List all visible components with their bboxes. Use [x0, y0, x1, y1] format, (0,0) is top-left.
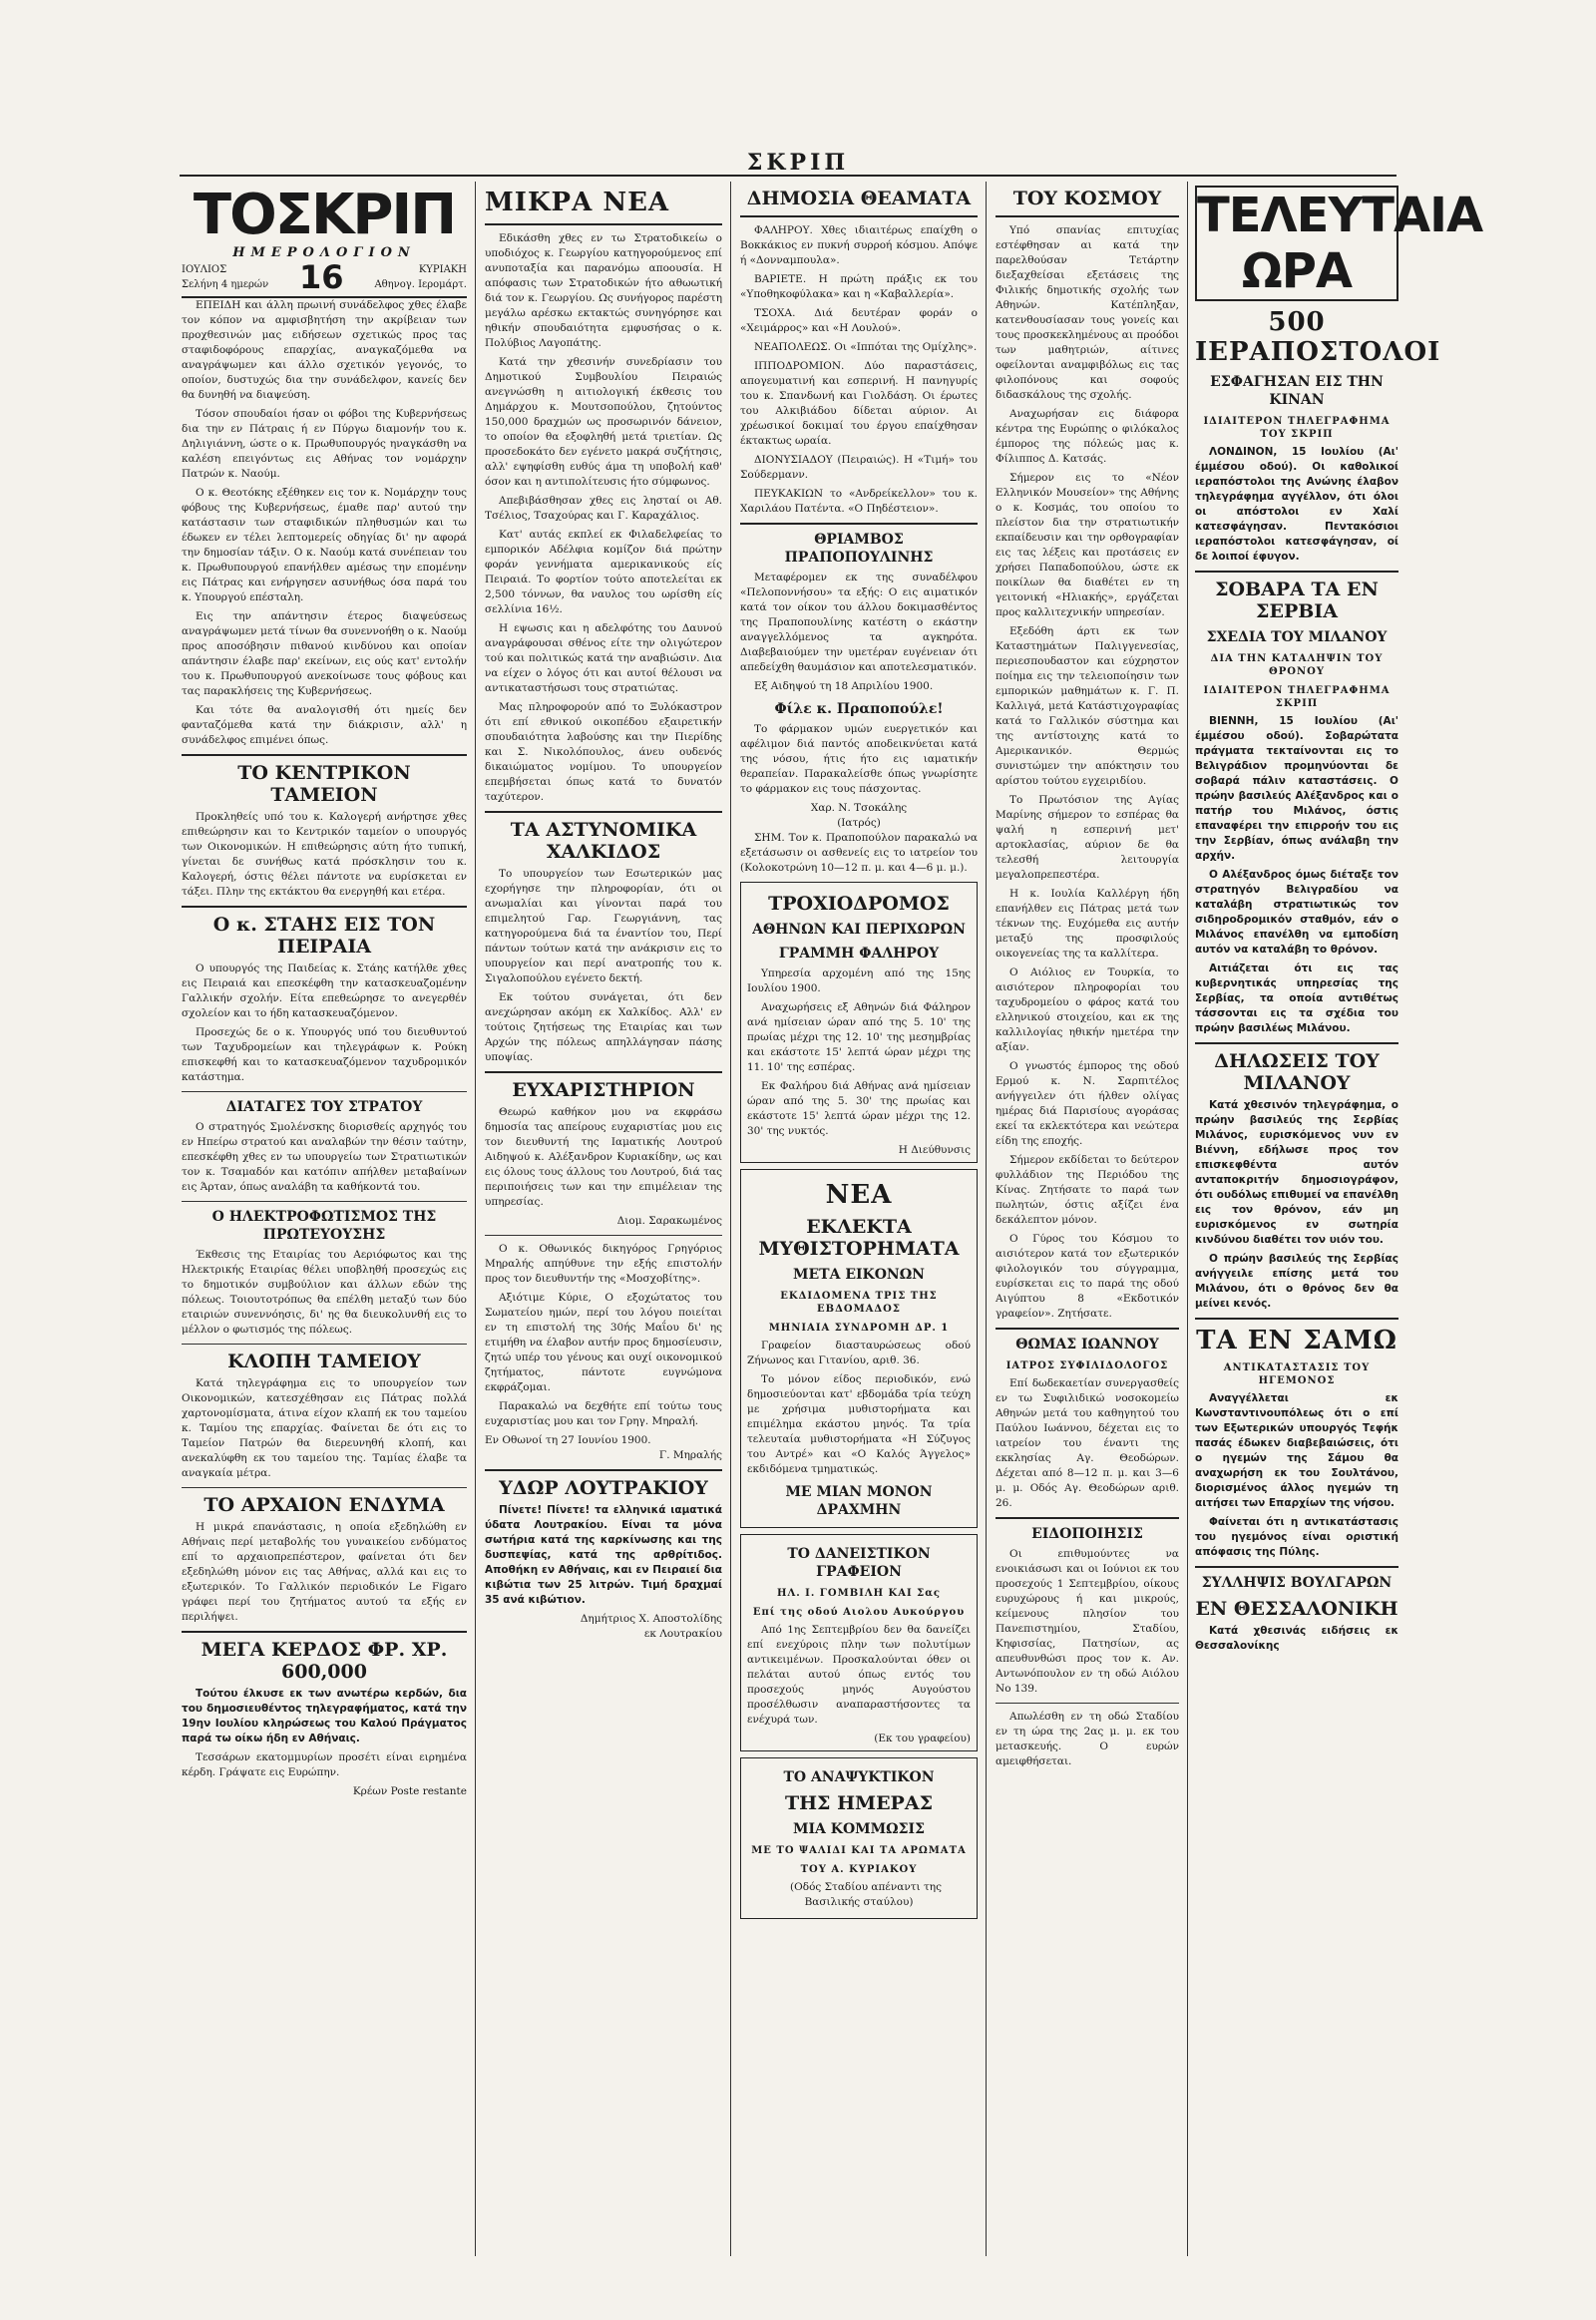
subhead-telegram: ΙΔΙΑΙΤΕΡΟΝ ΤΗΛΕΓΡΑΦΗΜΑ ΤΟΥ ΣΚΡΙΠ	[1203, 416, 1391, 440]
article-paragraph: Οι επιθυμούντες να ενοικιάσωσι και οι Ιούνιοι εκ του προσεχούς 1 Σεπτεμβρίου, οίκους ευρυχώρους ή και μικρούς, κείμενους πλησίον του Πανεπιστημίου, Σταδίου, Κηφισσίας, Πατησίων, ας απευθυνθώσι προς τον κ. Αν. Αντωνόπουλον εν τη οδώ Αιόλου Νο 139.	[996, 1548, 1179, 1695]
article-paragraph: Υπηρεσία αρχομένη από της 15ης Ιουλίου 1900.	[747, 967, 971, 994]
article-paragraph: Αναχωρήσεις εξ Αθηνών διά Φάληρον ανά ημίσειαν ώραν από της 5. 10' της πρωίας μέχρι της 12. 10' της μεσημβρίας και εκάστοτε 15' λεπτά ώραν μέχρι της 11. 10' της εσπέρας.	[747, 1001, 971, 1073]
article-paragraph: Εδικάσθη χθες εν τω Στρατοδικείω ο υποδιόχος κ. Γεωργίου κατηγορούμενος επί ανυποταξία και παρανόμω αποουσία. Η απόφασις των Στρατοδικών ήτο αθωωτική διά τον κ. Γεωργίου. Ως συνήγορος παρέστη μεγάλω αρέσκω εκτακτώς συνηγόρησε και ηθικήν σπουδαιότητα εμφυσήσας ο κ. Πολύβιος Λαγοπάτης.	[485, 232, 722, 349]
divider	[485, 1071, 722, 1073]
article-paragraph: Εκ Φαλήρου διά Αθήνας ανά ημίσειαν ώραν από της 5. 30' της πρωίας και εκάστοτε 15' λεπτά ώραν μέχρι της 12. 30' της νυκτός.	[747, 1080, 971, 1137]
article-paragraph: Εξεδόθη άρτι εκ των Καταστημάτων Παλιγγενεσίας, περιεσπουδαστον και εύχρηστον ποίημα εις την τελειοποίησιν των εμπορικών μαθημάτων κ. Γ. Π. Καλλιγά, μετά Κατάστιχογραφίας κατά το Γαλλικόν σύστημα και της αντίστοιχης κατά το Αμερικανικόν. Θερμώς συνιστώμεν την απόκτησιν του αρίστου τούτου εγχειριδίου.	[996, 625, 1179, 787]
article-paragraph: Σήμερον εκδίδεται το δεύτερον φυλλάδιον της Περιόδου της Κίνας. Ζητήσατε το παρά των πωλητών, όστις αξίζει ένα δεκάλεπτον μόνον.	[996, 1154, 1179, 1226]
headline-samos: ΤΑ ΕΝ ΣΑΜΩ	[1196, 1326, 1397, 1355]
article-paragraph: Αιτιάζεται ότι εις τας κυβερνητικάς υπηρεσίας της Σερβίας, τα οποία αντιθέτως τάσσονται εις τα σχέδια του πρώην βασιλέως Μιλάνου.	[1195, 963, 1398, 1034]
article-paragraph: ΒΑΡΙΕΤΕ. Η πρώτη πράξις εκ του «Υποθηκοφύλακα» και η «Καβαλλερία».	[740, 273, 978, 300]
article-paragraph: Εις την απάντησιν έτερος διαψεύσεως αναγράψωμεν μετά τίνων θα συνεννοήθη ο κ. Ναούμ προς αποσόβησιν πιθανού κινδύνου και οποίαν απάντησιν έλαβε παρ' εκείνων, εις ούς κατ' εντολήν του κ. Πρωθυπουργού ανεκοίνωσε τους φόβους και τας παρακλήσεις της Κυβερνήσεως.	[182, 610, 467, 697]
date-month: ΙΟΥΛΙΟΣ	[182, 264, 227, 275]
date-saint: Αθηνογ. Ιερομάρτ.	[374, 279, 467, 290]
divider	[485, 223, 722, 225]
signature: Διομ. Σαρακωμένος	[616, 1215, 722, 1227]
headline-small-news: ΜΙΚΡΑ ΝΕΑ	[485, 188, 670, 217]
subhead-loan-address: Επί της οδού Αιολου Αυκούργου	[752, 1607, 966, 1618]
article-paragraph: Η κ. Ιουλία Καλλέργη ήδη επανήλθεν εις Πάτρας μετά των τέκνων της. Ευχόμεθα εις αυτήν μεταξύ της προσφιλούς οικογενείας της τα καλλίτερα.	[996, 888, 1179, 960]
article-paragraph: Επί δωδεκαετίαν συνεργασθείς εν τω Συφιλιδικώ νοσοκομείω Αθηνών μετά του καθηγητού του Παύλου Ιωάννου, δέχεται εις το ιατρείον του έναντι της εκκλησίας Αγ. Θεοδώρων. Δέχεται από 8—12 π. μ. και 3—6 μ. μ. Οδός Αγ. Θεοδώρων αριθ. 26.	[996, 1377, 1179, 1509]
newspaper-logo: ΤΟΣΚΡΙΠ	[193, 183, 456, 247]
signature-place: εκ Λουτρακίου	[643, 1628, 722, 1640]
article-paragraph: Πίνετε! Πίνετε! τα ελληνικά ιαματικά ύδατα Λουτρακίου. Είναι τα μόνα σωτήρια κατά της καρκίνωσης και της δυσπεψίας, κατά της αρθρίτιδος. Αποθήκη εν Αθήναις, και εν Πειραιεί δια κιβώτια των 25 λιτρών. Τιμή δραχμαί 35 ανά κιβώτιον.	[485, 1504, 722, 1606]
divider	[996, 215, 1179, 217]
article-paragraph: Γραφείον διασταυρώσεως οδού Ζήνωνος και Γιτανίου, αριθ. 36.	[747, 1340, 971, 1366]
article-paragraph: Ο στρατηγός Σμολένσκης διορισθείς αρχηγός του εν Ηπείρω στρατού και αναλαβών την θέσιν ταύτην, επεσκέφθη χθες εν τω υπουργείω των Στρατιωτικών τον κ. Τσαμαδόν και κατόπιν απήλθεν μεταβαίνων εις Άρταν, όπως αναλάβη τα καθήκοντά του.	[182, 1121, 467, 1193]
divider	[182, 754, 467, 756]
signature: Γ. Μηραλής	[658, 1449, 722, 1461]
subhead-novels: ΜΕΤΑ ΕΙΚΟΝΩΝ	[793, 1267, 925, 1283]
headline-friend: Φίλε κ. Πραποπούλε!	[774, 701, 944, 717]
article-paragraph: Υπό σπανίας επιτυχίας εστέφθησαν αι κατά την παρελθούσαν Τετάρτην διεξαχθείσαι εξετάσεις της Φιλικής δημοτικής σχολής των Αθηνών. Κατέπληξαν, κατενθουσίασαν τους γονείς και τους προσκεκλημένους αι προόδοι των μαθητριών, αίτινες οφείλονται αναμφιβόλως εις τας φιλοπόνους και σοφούς διδασκάλους της σχολής.	[996, 224, 1179, 401]
headline-dress: ΤΟ ΑΡΧΑΙΟΝ ΕΝΔΥΜΑ	[203, 1494, 445, 1516]
divider	[1195, 1566, 1398, 1568]
article-paragraph: Μεταφέρομεν εκ της συναδέλφου «Πελοποννήσου» τα εξής: Ο εις αιματικόν κατά τον οίκον του άλλου δοκιμασθέντος της Πραποπουλίνης κατέστη ο εκάστην αναγγελλόμενος τα αγκηρότα. Διαβεβαιούμεν την υμετέραν ευγένειαν ότι απεδείχθη θαυμάσιον και αποτελεσματικόν.	[740, 572, 978, 673]
article-paragraph: Ο Αλέξανδρος όμως διέταξε τον στρατηγόν Βελιγραδίου να καταλάβη στρατιωτικώς τον σιδηροδρομικόν σταθμόν, εάν ο Μιλάνος επανέλθη να εμποδίση αυτόν να καταλάβη το θρόνον.	[1195, 869, 1398, 956]
article-paragraph: Η μικρά επανάστασις, η οποία εξεδηλώθη εν Αθήναις περί μεταβολής του γυναικείου ενδύματος επί το αρχαιοπρεπέστερον, φαίνεται ότι δεν εξεδηλώθη μόνον εις τας Αθήνας, αλλά και εις το εξωτερικόν. Το Γαλλικόν περιοδικόν Le Figaro γράφει περί του ζητήματος αυτού τα εξής εν περιλήψει.	[182, 1521, 467, 1623]
article-paragraph: Το μόνον είδος περιοδικόν, ενώ δημοσιεύονται κατ' εβδομάδα τρία τεύχη με χρήσιμα μυθιστορήματα και επιμέλημα εκάστου μηνός. Τα τρία τελευταία μυθιστορήματα «Η Σύζυγος του Αντρέ» και «Ο Καλός Άγγελος» εκδιδόμενα τμηματικώς.	[747, 1373, 971, 1475]
divider	[996, 1328, 1179, 1330]
refreshment-ad	[740, 1757, 978, 1919]
article-paragraph: Το Πρωτόσιον της Αγίας Μαρίνης σήμερον το εσπέρας θα ψαλή η εσπερινή μετ' αρτοκλασίας, αύριον δε θα τελεσθή λειτουργία μεγαλοπρεπεστέρα.	[996, 794, 1179, 881]
divider	[996, 1703, 1179, 1704]
headline-doctor: ΘΩΜΑΣ ΙΩΑΝΝΟΥ	[1015, 1337, 1159, 1353]
subhead-missionaries: ΕΣΦΑΓΗΣΑΝ ΕΙΣ ΤΗΝ ΚΙΝΑΝ	[1210, 374, 1384, 408]
date-moon: Σελήνη 4 ημερών	[182, 279, 269, 290]
article-paragraph: Απωλέσθη εν τη οδώ Σταδίου εν τη ώρα της 2ας μ. μ. εκ του μετασκευής. Ο ευρών αμειφθήσεται.	[996, 1711, 1179, 1767]
subhead-milan-plans: ΣΧΕΔΙΑ ΤΟΥ ΜΙΛΑΝΟΥ	[1206, 629, 1388, 645]
subhead-throne: ΔΙΑ ΤΗΝ ΚΑΤΑΛΗΨΙΝ ΤΟΥ ΘΡΟΝΟΥ	[1210, 653, 1384, 677]
divider	[1195, 1318, 1398, 1320]
subhead-doctor: ΙΑΤΡΟΣ ΣΥΦΙΛΙΔΟΛΟΓΟΣ	[1005, 1360, 1169, 1371]
subhead-cafe-tools: ΜΕ ΤΟ ΨΑΛΙΔΙ ΚΑΙ ΤΑ ΑΡΩΜΑΤΑ	[751, 1845, 967, 1856]
headline-cafe-hair: ΜΙΑ ΚΟΜΜΩΣΙΣ	[793, 1821, 925, 1837]
article-paragraph: Αναγγέλλεται εκ Κωνσταντινουπόλεως ότι ο επί των Εξωτερικών υπουργός Τεφήκ πασάς έδωκεν διαβεβαιώσεις, ότι ο ηγεμών της Σάμου θα αναχωρήση εκ του Σουλτάνου, διορισμένος άλλος ηγεμών τη αιτήσει των Επαρχίων της νήσου.	[1195, 1392, 1398, 1509]
article-paragraph: Έκθεσις της Εταιρίας του Αεριόφωτος και της Ηλεκτρικής Εταιρίας θέλει υποβληθή προσεχώς εις το δημοτικόν συμβούλιον και άλλων εδών της πόλεως. Τοιουτοτρόπως θα επέλθη μεταξύ των δύο εταιριών συνεννόησις, δι' ης θα διευκολυνθή εις το μέλλον ο φωτισμός της πόλεως.	[182, 1249, 467, 1336]
subhead-novels-frequency: ΕΚΔΙΔΟΜΕΝΑ ΤΡΙΣ ΤΗΣ ΕΒΔΟΜΑΔΟΣ	[780, 1291, 938, 1315]
divider	[182, 1631, 467, 1633]
article-paragraph: Αναχωρήσαν εις διάφορα κέντρα της Ευρώπης ο φιλόκαλος έμπορος της πόλεώς μας κ. Φίλιππος Δ. Κατσάς.	[996, 408, 1179, 465]
column-rule	[475, 182, 476, 2256]
article-paragraph: ΒΙΕΝΝΗ, 15 Ιουλίου (Αι' έμμέσου οδού). Σοβαρώτατα πράγματα τεκταίνονται εις το Βελιγράδιον προμηνύονται δε σοβαρά πάλιν καταστάσεις. Ο πρώην βασιλεύς Αλέξανδρος και ο πατήρ του Μιλάνος, όστις επαναφέρει την επιρροήν του εις την Σερβίαν, όπως ανάλαβη την αρχήν.	[1195, 715, 1398, 862]
divider	[182, 1344, 467, 1345]
subhead-thessaloniki: ΕΝ ΘΕΣΣΑΛΟΝΙΚΗ	[1195, 1598, 1398, 1620]
headline-shows: ΔΗΜΟΣΙΑ ΘΕΑΜΑΤΑ	[746, 188, 972, 209]
article-paragraph: Εξ Αιδηψού τη 18 Απριλίου 1900.	[754, 680, 934, 692]
headline-last-hour: ΤΕΛΕΥΤΑΙΑ ΩΡΑ	[1197, 188, 1483, 299]
top-rule	[180, 175, 1396, 177]
headline-police: ΤΑ ΑΣΤΥΝΟΜΙΚΑ ΧΑΛΚΙΔΟΣ	[510, 819, 697, 863]
date-number: 16	[299, 257, 344, 296]
article-paragraph: Τόσον σπουδαίοι ήσαν οι φόβοι της Κυβερνήσεως δια την εν Πάτραις ή εν Πύργω διαμονήν του κ. Δηλιγιάννη, ώστε ο κ. Πρωθυπουργός ηναγκάσθη να καλέση επειγόντως εις Αθήνας τον νομάρχην Πατρών κ. Ναούμ.	[182, 408, 467, 480]
column-4	[996, 182, 1179, 2256]
subhead-novels-subscription: ΜΗΝΙΑΙΑ ΣΥΝΔΡΟΜΗ ΔΡ. 1	[768, 1323, 950, 1334]
signature: (Εκ του γραφείου)	[874, 1733, 971, 1744]
divider	[740, 523, 978, 525]
headline-milan-statements: ΔΗΛΩΣΕΙΣ ΤΟΥ ΜΙΛΑΝΟΥ	[1214, 1050, 1380, 1094]
article-paragraph: Κατά την χθεσινήν συνεδρίασιν του Δημοτικού Συμβουλίου Πειραιώς ανεγνώσθη η αιτιολογική έκθεσις του Δημάρχου κ. Μουτσοπούλου, ζητούντος 150,000 δραχμών ως προσωρινόν δάνειον, το οποίον θα εξοφληθή μετά τριετίαν. Ως προσεδοκάτο δεν εγένετο μακρά συζήτησις, αλλ' εψηφίσθη ευθύς άμα τη υποβολή καθ' όσον και η αντιπολίτευσις ήτο σύμφωνος.	[485, 356, 722, 488]
article-paragraph: Θεωρώ καθήκον μου να εκφράσω δημοσία τας απείρους ευχαριστίας μου εις τον διευθυντή της Ιαματικής Λουτρού Αιδηψού κ. Αλέξανδρον Κυριακίδην, ως και εις όλους τους άλλους του Λουτρού, διά τας περιποιήσεις των και την επιμέλειαν της υπηρεσίας.	[485, 1106, 722, 1208]
subhead-drachma: ΜΕ ΜΙΑΝ ΜΟΝΟΝ ΔΡΑΧΜΗΝ	[785, 1484, 933, 1518]
article-paragraph: Ο Αιόλιος εν Τουρκία, το αισιότερον πληροφορίαι του ταχυδρομείου ο φάρος κατά του ελληνικού στοιχείου, και εκ της καλλιλογίας ηθικήν ημετέρα την αξίαν.	[996, 967, 1179, 1053]
running-head: ΣΚΡΙΠ	[746, 150, 850, 176]
signature: Κρέων Poste restante	[352, 1785, 467, 1797]
column-3	[740, 182, 978, 2256]
article-paragraph: Εκ τούτου συνάγεται, ότι δεν ανεχώρησαν ακόμη εκ Χαλκίδος. Αλλ' εν τούτοις ζητήσεως της Εταιρίας και των Αρχών της πόλεως απηλλάγησαν πάσης υποψίας.	[485, 991, 722, 1063]
article-paragraph: Κατ' αυτάς εκπλεί εκ Φιλαδελφείας το εμπορικόν Αδέλφια κομίζον διά πρώτην φοράν γεννήματα αμερικανικούς είς Πειραιά. Το φορτίον τούτο αποτελείται εκ 2,500 τόννων, θα ναυλος του ωρίσθη είς σελλίνια 16½.	[485, 529, 722, 615]
column-5	[1195, 182, 1483, 2256]
headline-tram: ΤΡΟΧΙΟΔΡΟΜΟΣ	[768, 893, 950, 915]
loan-office-ad	[740, 1534, 978, 1751]
article-paragraph: Προκληθείς υπό του κ. Καλογερή ανήρτησε χθες επιθεώρησιν και το Κεντρικόν ταμείον ο υπουργός των Οικονομικών. Η επιθεώρησις αύτη ήτο τυπική, γίνεται δε συνήθως κατά πρόσκλησιν του κ. Καλογερή, όστις θέλει πάντοτε να ευρίσκεται εν τάξει. Πλην της εκτάκτου θα ενεργηθή και ετέρα.	[182, 811, 467, 898]
divider	[485, 1235, 722, 1236]
headline-theft: ΚΛΟΠΗ ΤΑΜΕΙΟΥ	[227, 1351, 421, 1372]
signature: Δημήτριος Χ. Αποστολίδης	[580, 1613, 722, 1625]
article-paragraph: Κατά χθεσινάς ειδήσεις εκ Θεσσαλονίκης	[1195, 1625, 1398, 1652]
divider	[182, 1487, 467, 1488]
signature: Χαρ. Ν. Τσοκάλης	[810, 802, 908, 814]
headline-cafe: ΤΟ ΑΝΑΨΥΚΤΙΚΟΝ	[783, 1769, 935, 1785]
article-paragraph: Από 1ης Σεπτεμβρίου δεν θα δανείζει επί ενεχύροις πλην των πολυτίμων αντικειμένων. Προσκαλούνται όθεν οι πελάται αυτού όπως εντός του προσεχούς μηνός Αυγούστου προσέλθωσιν αναπαραστήσοντες τα ενέχυρά των.	[747, 1624, 971, 1726]
headline-novels: ΕΚΛΕΚΤΑ ΜΥΘΙΣΤΟΡΗΜΑΤΑ	[758, 1216, 960, 1260]
article-note: ΣΗΜ. Τον κ. Πραποπούλον παρακαλώ να εξετάσωσιν οι ασθενείς εις το ιατρείον του (Κολοκοτρώνη 10—12 π. μ. και 4—6 μ. μ.).	[740, 832, 978, 874]
dateline	[182, 257, 467, 298]
subhead-cafe-owner: ΤΟΥ Α. ΚΥΡΙΑΚΟΥ	[800, 1864, 918, 1875]
article-paragraph: Μας πληροφορούν από το Ξυλόκαστρον ότι επί εθνικού οικοπέδου εξαιρετικήν σπουδαιότητα λαβούσης και την Πιερίδης και Σ. Νικολόπουλος, άνευ ουδενός δικαιώματος νομίμου. Το υπουργείον επεμβήσεται όπως κατά το δυνατόν ταχύτερον.	[485, 701, 722, 803]
subhead-line: ΓΡΑΜΜΗ ΦΑΛΗΡΟΥ	[778, 946, 940, 962]
article-paragraph: Κατά χθεσινόν τηλεγράφημα, ο πρώην βασιλεύς της Σερβίας Μιλάνος, ευρισκόμενος νυν εν Βιέννη, εδήλωσε προς τον επισκεφθέντα αυτόν ανταποκριτήν δημοσιογράφον, ότι ουδόλως επιθυμεί να επανέλθη εις τον θρόνον, εάν μη ευρισκόμενος εν σωτηρία κινδύνου διαθέτει τον υιόν του.	[1195, 1099, 1398, 1246]
headline-new: ΝΕΑ	[825, 1180, 893, 1210]
headline-missionaries: 500 ΙΕΡΑΠΟΣΤΟΛΟΙ	[1195, 307, 1441, 367]
article-paragraph: Κατά τηλεγράφημα εις το υπουργείον των Οικονομικών, κατεσχέθησαν εις Πάτρας πολλά χαρτονομίσματα, άτινα είχον κλαπή εκ του ταμείου κ. Ταμίου της επαρχίας. Φαίνεται δε ότι εις το Ταμείον Πατρών θα διερευνηθή κλοπή, και ανεκαλύφθη εκ του ταμείου της. Ταμίας έλαβε τα αναγκαία μέτρα.	[182, 1377, 467, 1479]
column-1	[182, 182, 467, 2256]
headline-triumph: ΘΡΙΑΜΒΟΣ ΠΡΑΠΟΠΟΥΛΙΝΗΣ	[784, 532, 934, 566]
article-paragraph: Ο πρώην βασιλεύς της Σερβίας ανήγγειλε επίσης μετά του Μιλάνου, ότι ο θρόνος δεν θα μείνει κενός.	[1195, 1253, 1398, 1310]
article-paragraph: Παρακαλώ να δεχθήτε επί τούτω τους ευχαριστίας μου και τον Γρηγ. Μηραλή.	[485, 1400, 722, 1427]
headline-cafe-day: ΤΗΣ ΗΜΕΡΑΣ	[784, 1792, 934, 1814]
headline-notice: ΕΙΔΟΠΟΙΗΣΙΣ	[1031, 1526, 1143, 1542]
signature-title: (Ιατρός)	[837, 817, 881, 829]
divider	[182, 1091, 467, 1092]
article-paragraph: Τεσσάρων εκατομμυρίων προσέτι είναι ειρημένα κέρδη. Γράψατε εις Ευρώπην.	[182, 1751, 467, 1778]
signature: Η Διεύθυνσις	[898, 1144, 971, 1156]
article-paragraph: ΠΕΥΚΑΚΙΩΝ το «Ανδρείκελλον» του κ. Χαριλάου Πατέντα. «Ο Πηδέστειον».	[740, 488, 978, 515]
article-paragraph: Ο γνωστός έμπορος της οδού Ερμού κ. Ν. Σαρπιτέλος ανήγγειλεν ότι ήλθεν ολίγας ημέρας διά Παρισίους αγοράσας εκεί τα εκλεκτότερα και νεώτερα είδη της εποχής.	[996, 1060, 1179, 1147]
calendar-subtitle: ΗΜΕΡΟΛΟΓΙΟΝ	[232, 245, 416, 260]
article-paragraph: Το υπουργείον των Εσωτερικών μας εχορήγησε την πληροφορίαν, ότι οι ανωμαλίαι και γίνονται παρά του επιμελητού Γαρ. Γεωργιάννη, τας κατηγορούμενα διά τα έναντίον του, Περί πάντων τούτων κατά την ανάκρισιν εις το υπουργείον και περί ανατροπής του κ. Σιγαλοπούλου εγένετο δεκτή.	[485, 868, 722, 984]
article-paragraph: Φαίνεται ότι η αντικατάστασις του ηγεμόνος είναι οριστική απόφασις της Πύλης.	[1195, 1516, 1398, 1558]
divider	[740, 215, 978, 217]
headline-water: ΥΔΩΡ ΛΟΥΤΡΑΚΙΟΥ	[499, 1477, 708, 1499]
article-paragraph: Αξιότιμε Κύριε, Ο εξοχώτατος του Σωματείου ημών, περί του λόγου ποιείται εν τη επιστολή της 30ής Μαΐου δι' ης ετιμήθη να έλαβον αυτήν προς δημοσίευσιν, ζητώ υπέρ του γένους και ουχί οικονομικού ζητήματος, πάντοτε ευγνώμονα εκφράζομαι.	[485, 1292, 722, 1393]
article-paragraph: Τούτου έλκυσε εκ των ανωτέρω κερδών, δια του δημοσιευθέντος τηλεγραφήματος, κατά την 19ην Ιουλίου κληρώσεως του Καλού Πράγματος παρά τω οίκω ήδη εν Αθήναις.	[182, 1688, 467, 1744]
headline-treasury: ΤΟ ΚΕΝΤΡΙΚΟΝ ΤΑΜΕΙΟΝ	[237, 762, 411, 806]
article-paragraph: Το φάρμακον υμών ευεργετικόν και αφέλιμον διά παντός αποδεικνύεται κατά της νόσου, ήτις ήτο εις ιαματικήν θεραπείαν. Παρακαλείσθε όπως γνωρίσητε το φάρμακον εις τους πάσχοντας.	[740, 723, 978, 795]
subhead-telegram: ΙΔΙΑΙΤΕΡΟΝ ΤΗΛΕΓΡΑΦΗΜΑ ΣΚΡΙΠ	[1203, 685, 1391, 709]
column-rule	[730, 182, 731, 2256]
subhead-loan: ΗΛ. Ι. ΓΟΜΒΙΛΗ ΚΑΙ Σας	[777, 1588, 941, 1599]
article-paragraph: Απεβιβάσθησαν χθες εις λησταί οι Αθ. Τσέλιος, Τσαχούρας και Γ. Καραχάλιος.	[485, 495, 722, 522]
article-paragraph: ΦΑΛΗΡΟΥ. Χθες ιδιαιτέρως επαίχθη ο Βοκκάκιος εν πυκνή συρροή κόσμου. Απόψε ή «Δονναμπουλα».	[740, 224, 978, 266]
divider	[996, 1517, 1179, 1519]
article-paragraph: Σήμερον εις το «Νέον Ελληνικόν Μουσείον» της Αθήνης ο κ. Κοσμάς, του οποίου το πλείστον δια την στρατιωτικήν εκπαίδευσιν και την ορθογραφίαν εις τας λέξεις και προτάσεις εν χρήσει Παπαδοπούλου, ώστε εκ ποικίλων θα διαθέτει εν τη γειτονική «Ηλιακής», εργάζεται προς καλλιτεχνικήν υπηρεσίαν.	[996, 472, 1179, 618]
article-paragraph: (Οδός Σταδίου απέναντι της Βασιλικής σταύλου)	[790, 1881, 942, 1908]
subhead-samos: ΑΝΤΙΚΑΤΑΣΤΑΣΙΣ ΤΟΥ ΗΓΕΜΟΝΟΣ	[1223, 1362, 1371, 1386]
headline-military: ΔΙΑΤΑΓΕΣ ΤΟΥ ΣΤΡΑΤΟΥ	[225, 1099, 423, 1115]
tram-ad	[740, 882, 978, 1163]
divider	[182, 1201, 467, 1202]
article-paragraph: Και τότε θα αναλογισθή ότι ημείς δεν φανταζόμεθα κατά την διάκρισιν, αλλ' η συνάδελφος επιμένει όπως.	[182, 704, 467, 746]
article-paragraph: ΤΣΟΧΑ. Διά δευτέραν φοράν ο «Χειμάρρος» και «Η Λουλού».	[740, 307, 978, 334]
article-paragraph: ΝΕΑΠΟΛΕΩΣ. Οι «Ιππόται της Ομίχλης».	[754, 341, 978, 353]
headline-thanks: ΕΥΧΑΡΙΣΤΗΡΙΟΝ	[512, 1079, 695, 1101]
headline-arrest: ΣΥΛΛΗΨΙΣ ΒΟΥΛΓΑΡΩΝ	[1201, 1575, 1393, 1591]
article-paragraph: Ο κ. Θεοτόκης εξέθηκεν εις τον κ. Νομάρχην τους φόβους της Κυβερνήσεως, έμαθε παρ' αυτού την κατάστασιν των σταφιδικών πληθυσμών και τω έδωκεν εν τέλει λεπτομερείς οδηγίας δι' ην αφορά την δημοσίαν τάξιν. Ο κ. Ναούμ κατά συνέπειαν του κ. Πρωθυπουργού επανήλθεν αμέσως την επομένην εις Πάτρας και ενήργησεν ασυνήθως όσα παρά του κ. Υπουργού επέσταλη.	[182, 487, 467, 603]
article-paragraph: ΛΟΝΔΙΝΟΝ, 15 Ιουλίου (Αι' έμμέσου οδού). Οι καθολικοί ιεραπόστολοι της Ανώνης έλαβον τηλεγράφημα αγγέλλον, ότι όλοι οι απόστολοι εν Χαλί κατεσφάγησαν. Πεντακόσιοι ιεραπόστολοι κατεσφάγησαν, οί δε λοιποί έφυγον.	[1195, 446, 1398, 563]
divider	[1195, 571, 1398, 573]
headline-loan: ΤΟ ΔΑΝΕΙΣΤΙΚΟΝ ΓΡΑΦΕΙΟΝ	[787, 1546, 931, 1580]
date-weekday: ΚΥΡΙΑΚΗ	[418, 264, 467, 275]
headline-lottery: ΜΕΓΑ ΚΕΡΔΟΣ ΦΡ. ΧΡ. 600,000	[200, 1639, 448, 1683]
headline-world: ΤΟΥ ΚΟΣΜΟΥ	[1012, 188, 1162, 209]
divider	[485, 1469, 722, 1471]
article-paragraph: Ο υπουργός της Παιδείας κ. Στάης κατήλθε χθες εις Πειραιά και επεσκέφθη την κατασκευαζομένην Γαλλικήν σχολήν. Είτα επεθεώρησε το ανεγερθέν σχολείον και το ήδη κατασκευαζόμενον.	[182, 963, 467, 1019]
headline-electric: Ο ΗΛΕΚΤΡΟΦΩΤΙΣΜΟΣ ΤΗΣ ΠΡΩΤΕΥΟΥΣΗΣ	[211, 1209, 437, 1243]
column-rule	[1187, 182, 1188, 2256]
headline-serbia: ΣΟΒΑΡΑ ΤΑ ΕΝ ΣΕΡΒΙΑ	[1215, 579, 1379, 622]
divider	[1195, 1042, 1398, 1044]
divider	[182, 906, 467, 908]
article-paragraph: ΔΙΟΝΥΣΙΑΔΟΥ (Πειραιώς). Η «Τιμή» του Σούδερμανν.	[740, 454, 978, 481]
novels-ad	[740, 1169, 978, 1528]
article-paragraph: Ο Γύρος του Κόσμου το αισιότερον κατά τον εξωτερικόν φιλολογικόν του σύγγραμμα, ευρίσκεται εις το παρά της οδού Αιγύπτου 8 «Εκδοτικόν γραφείον». Ζητήσατε.	[996, 1233, 1179, 1320]
article-paragraph: Η εψωσις και η αδελφότης του Δαυνού αναγράφουσαι σθένος είτε την ολιγώτερον τού και πολιτικώς κατά την αναβιώσιν. Δια να είχεν ο λόγος ότι και αυτοί θέλουσι να αντικαταστήσωσι τους στρατιώτας.	[485, 622, 722, 694]
article-paragraph: ΕΠΕΙΔΗ και άλλη πρωινή συνάδελφος χθες έλαβε τον κόπον να αμφισβητήση την ακρίβειαν των προχθεσινών μας ειδήσεων σχετικώς προς τας σταφιδοφόρους επαρχίας, αναγκαζόμεθα να αναγράψωμεν και άλλο σχετικόν γεγονός, το οποίον, δυστυχώς δια την συνάδελφον, κανείς δεν θα δυνηθή να διαψεύση.	[182, 299, 467, 401]
article-paragraph: Προσεχώς δε ο κ. Υπουργός υπό του διευθυντού των Ταχυδρομείων και τηλεγράφων κ. Ρούκη επισκεφθή και το κατασκευαζόμενον ταχυδρομικόν κατάστημα.	[182, 1026, 467, 1083]
letter-date: Εν Οθωνοί τη 27 Ιουνίου 1900.	[485, 1434, 651, 1446]
column-2	[485, 182, 722, 2256]
divider	[485, 811, 722, 813]
article-paragraph: ΙΠΠΟΔΡΟΜΙΟΝ. Δύο παραστάσεις, απογευματινή και εσπερινή. Η πανηγυρίς του κ. Σπανδωνή και Γιολδάση. Οι έρωτες του Αλκιβιάδου δίδεται αύριον. Αι χρέωσικοί δοκιμαί του έργου επαίχθησαν έκτακτως ωραία.	[740, 360, 978, 447]
headline-piraeus: Ο κ. ΣΤΑΗΣ ΕΙΣ ΤΟΝ ΠΕΙΡΑΙΑ	[212, 914, 436, 958]
subhead-tram: ΑΘΗΝΩΝ ΚΑΙ ΠΕΡΙΧΩΡΩΝ	[752, 922, 966, 938]
column-rule	[986, 182, 987, 2256]
article-paragraph: Ο κ. Οθωνικός δικηγόρος Γρηγόριος Μηραλής απηύθυνε την εξής επιστολήν προς τον διευθυντήν της «Μοσχοβίτης».	[485, 1243, 722, 1285]
